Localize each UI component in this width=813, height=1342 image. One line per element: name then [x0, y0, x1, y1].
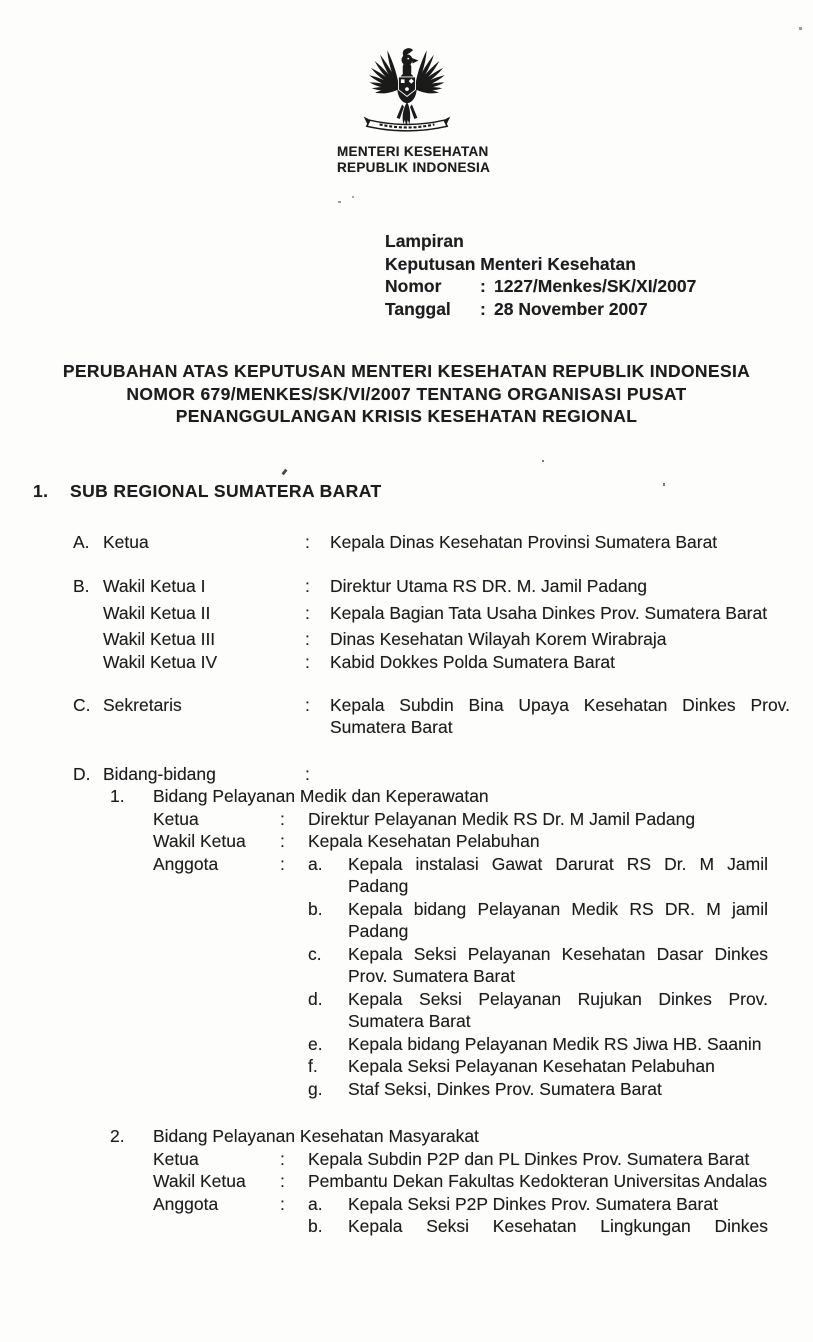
bidang-2-ketua-row [153, 1148, 813, 1171]
scan-speck [281, 469, 287, 476]
row-value: Kepala Bagian Tata Usaha Dinkes Prov. Sumatera Barat [330, 603, 768, 623]
member-text: Kepala Seksi P2P Dinkes Prov. Sumatera Barat [348, 1193, 718, 1214]
group-wakil-ketua [0, 575, 813, 674]
row-letter [73, 602, 103, 625]
row-letter: C. [73, 694, 91, 715]
member-letter: f. [308, 1056, 318, 1076]
member-letter: a. [308, 853, 323, 874]
row-wakil-ketua-3 [73, 628, 813, 651]
member-letter: e. [308, 1033, 323, 1054]
row-colon: : [305, 532, 310, 552]
row-label: Wakil Ketua III [103, 628, 216, 649]
row-wakil-ketua-1 [73, 575, 813, 598]
member-text: Kepala Seksi Kesehatan Lingkungan Dinkes [348, 1216, 768, 1236]
role-value: Kepala Kesehatan Pelabuhan [308, 831, 540, 851]
member-letter: a. [308, 1193, 323, 1214]
role-label: Ketua [153, 1148, 199, 1169]
member-text: Kepala bidang Pelayanan Medik RS Jiwa HB. Saanin [348, 1033, 762, 1054]
row-label: Ketua [103, 532, 149, 552]
member-item [308, 1033, 768, 1056]
scan-speck [542, 460, 544, 462]
bidang-1-anggota-row [153, 853, 813, 1101]
row-letter: B. [73, 575, 90, 596]
bidang-1-wakil-row [153, 830, 813, 853]
member-item [308, 853, 768, 898]
row-value: Kepala Dinas Kesehatan Provinsi Sumatera Barat [330, 532, 718, 552]
bidang-1 [0, 785, 813, 1100]
lampiran-nomor-row [385, 275, 813, 298]
ministry-letterhead [337, 144, 813, 175]
member-item [308, 898, 768, 943]
member-text: Kepala Seksi Pelayanan Rujukan Dinkes Prov. Sumatera Barat [348, 988, 768, 1031]
scan-speck [352, 196, 354, 198]
bidang-2-heading [110, 1125, 813, 1148]
section-heading [33, 480, 813, 503]
member-text: Kepala bidang Pelayanan Medik RS DR. M jamil Padang [348, 898, 768, 941]
row-wakil-ketua-2 [73, 602, 813, 625]
row-value: Direktur Utama RS DR. M. Jamil Padang [330, 575, 648, 596]
section-heading-text: SUB REGIONAL SUMATERA BARAT [70, 480, 382, 501]
bidang-title: Bidang Pelayanan Medik dan Keperawatan [153, 786, 489, 806]
member-letter: d. [308, 988, 323, 1009]
member-item [308, 1193, 768, 1216]
member-letter: g. [308, 1078, 323, 1099]
lampiran-tanggal-row [385, 298, 813, 321]
nomor-label: Nomor [385, 276, 442, 296]
row-wakil-ketua-4 [73, 651, 813, 674]
row-value [330, 763, 790, 786]
row-colon: : [305, 628, 310, 649]
bidang-2-wakil-row [153, 1170, 813, 1193]
role-label: Ketua [153, 808, 199, 829]
role-colon: : [280, 808, 285, 829]
tanggal-value: 28 November 2007 [494, 298, 648, 319]
member-text: Kepala Seksi Pelayanan Kesehatan Dasar Dinkes Prov. Sumatera Barat [348, 943, 768, 986]
role-value: Direktur Pelayanan Medik RS Dr. M Jamil Padang [308, 808, 696, 829]
member-item [308, 1215, 768, 1238]
row-label: Wakil Ketua IV [103, 652, 218, 672]
bidang-number: 2. [110, 1126, 125, 1146]
scan-speck [338, 201, 341, 203]
garuda-pancasila-emblem [343, 28, 471, 138]
tanggal-label: Tanggal [385, 298, 451, 319]
member-item [308, 1055, 768, 1078]
role-value: Pembantu Dekan Fakultas Kedokteran Universitas Andalas [308, 1171, 768, 1191]
role-label: Wakil Ketua [153, 1171, 246, 1191]
row-colon: : [305, 603, 310, 623]
scan-speck [799, 27, 802, 30]
title-line3: PENANGGULANGAN KRISIS KESEHATAN REGIONAL [175, 406, 638, 426]
lampiran-subtitle: Keputusan Menteri Kesehatan [385, 253, 636, 274]
member-text: Staf Seksi, Dinkes Prov. Sumatera Barat [348, 1078, 662, 1099]
bidang-number: 1. [110, 786, 125, 806]
row-letter [73, 651, 103, 674]
nomor-colon: : [480, 276, 486, 296]
lampiran-title: Lampiran [385, 231, 464, 251]
row-colon: : [305, 575, 310, 596]
role-colon: : [280, 831, 285, 851]
nomor-value: 1227/Menkes/SK/XI/2007 [494, 276, 697, 296]
row-sekretaris [73, 694, 813, 739]
section-number: 1. [33, 480, 49, 501]
document-title [0, 360, 813, 428]
role-colon: : [280, 1171, 285, 1191]
bidang-1-heading [110, 785, 813, 808]
member-list [308, 853, 768, 1101]
bidang-2 [0, 1125, 813, 1238]
row-label: Wakil Ketua I [103, 575, 206, 596]
role-label: Wakil Ketua [153, 831, 246, 851]
member-list [308, 1193, 768, 1238]
row-value: Kabid Dokkes Polda Sumatera Barat [330, 652, 616, 672]
row-label: Wakil Ketua II [103, 603, 211, 623]
role-value: Kepala Subdin P2P dan PL Dinkes Prov. Sumatera Barat [308, 1148, 750, 1169]
role-label: Anggota [153, 1193, 219, 1214]
member-letter: b. [308, 898, 323, 919]
row-value: Kepala Subdin Bina Upaya Kesehatan Dinkes Prov. Sumatera Barat [330, 694, 790, 737]
title-line1: PERUBAHAN ATAS KEPUTUSAN MENTERI KESEHATAN REPUBLIK INDONESIA [62, 361, 751, 381]
member-item [308, 943, 768, 988]
row-value: Dinas Kesehatan Wilayah Korem Wirabraja [330, 628, 667, 649]
member-letter: b. [308, 1216, 323, 1236]
member-item [308, 1078, 768, 1101]
tanggal-colon: : [480, 298, 486, 319]
row-bidang-bidang [73, 763, 813, 786]
row-label: Sekretaris [103, 694, 182, 715]
member-item [308, 988, 768, 1033]
ministry-line1: MENTERI KESEHATAN [337, 144, 489, 159]
lampiran-block [385, 230, 813, 320]
ministry-line2: REPUBLIK INDONESIA [337, 159, 491, 175]
scan-speck [663, 483, 665, 486]
row-label: Bidang-bidang [103, 763, 216, 784]
section-1 [0, 480, 813, 1238]
bidang-1-ketua-row [153, 808, 813, 831]
row-colon: : [305, 763, 310, 784]
row-letter: D. [73, 763, 91, 784]
title-line2: NOMOR 679/MENKES/SK/VI/2007 TENTANG ORGANISASI PUSAT [126, 383, 687, 404]
role-colon: : [280, 1148, 285, 1169]
row-letter: A. [73, 532, 90, 552]
bidang-title: Bidang Pelayanan Kesehatan Masyarakat [153, 1126, 479, 1146]
row-ketua [73, 531, 813, 554]
row-colon: : [305, 694, 310, 715]
row-letter [73, 628, 103, 651]
role-colon: : [280, 853, 285, 874]
member-text: Kepala instalasi Gawat Darurat RS Dr. M Jamil Padang [348, 853, 768, 896]
row-colon: : [305, 652, 310, 672]
member-text: Kepala Seksi Pelayanan Kesehatan Pelabuhan [348, 1056, 715, 1076]
role-colon: : [280, 1193, 285, 1214]
role-label: Anggota [153, 853, 219, 874]
bidang-2-anggota-row [153, 1193, 813, 1238]
member-letter: c. [308, 943, 322, 964]
